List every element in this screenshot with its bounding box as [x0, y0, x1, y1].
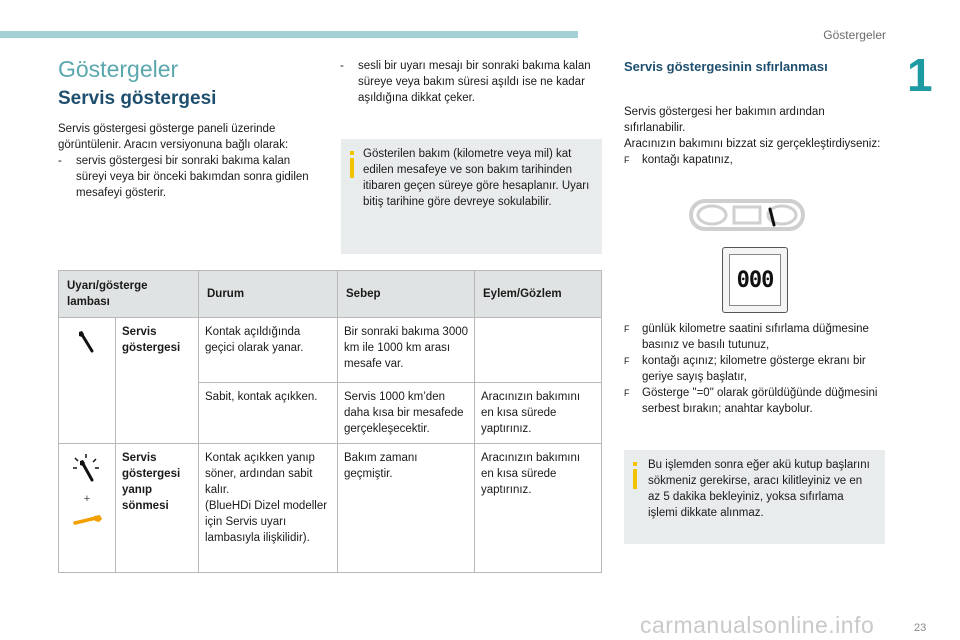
info-box — [624, 450, 885, 544]
table-header: Uyarı/gösterge lambası — [59, 271, 199, 318]
step-marker: F — [624, 356, 630, 366]
info-box — [341, 139, 602, 254]
step-text: kontağı kapatınız, — [642, 154, 733, 166]
section-heading: Servis göstergesi — [58, 88, 217, 109]
step-item — [624, 353, 886, 385]
step-text: Gösterge "=0" olarak görüldüğünde düğmesini serbest bırakın; anahtar kaybolur. — [642, 387, 878, 415]
table-row — [59, 318, 602, 383]
table-header: Durum — [199, 271, 338, 318]
reset-heading: Servis göstergesinin sıfırlanması — [624, 59, 828, 74]
table-cell: Aracınızın bakımını en kısa sürede yaptırınız. — [475, 444, 602, 573]
chapter-number: 1 — [907, 49, 933, 101]
list-item-text: sesli bir uyarı mesajı bir sonraki bakıma kalan süreye veya bakım süresi aşıldı ise ne kadar aşıldığına dikkat çeker. — [358, 60, 591, 104]
reset-steps — [624, 321, 886, 417]
table-header: Sebep — [338, 271, 475, 318]
table-row — [59, 444, 602, 573]
table-cell: Bir sonraki bakıma 3000 km ile 1000 km arası mesafe var. — [338, 318, 475, 383]
list-item — [58, 153, 318, 201]
table-cell — [475, 318, 602, 383]
step-item — [624, 385, 886, 417]
paragraph: Servis göstergesi her bakımın ardından sıfırlanabilir. — [624, 106, 825, 134]
page-title: Göstergeler — [58, 56, 179, 82]
flashing-wrench-icon — [69, 452, 105, 486]
table-cell: Aracınızın bakımını en kısa sürede yaptırınız. — [475, 383, 602, 444]
plus-sign: + — [83, 493, 91, 505]
wrench-icon — [73, 328, 101, 356]
info-bar — [350, 158, 354, 178]
step-text: günlük kilometre saatini sıfırlama düğmesine basınız ve basılı tutunuz, — [642, 323, 869, 351]
step-item — [624, 321, 886, 353]
header-bar — [0, 31, 578, 38]
instrument-cluster-icon — [688, 197, 806, 237]
group-label: Servis göstergesi — [116, 318, 199, 444]
step-marker: F — [624, 324, 630, 334]
paragraph: Aracınızın bakımını bizzat siz gerçekleştirdiyseniz: — [624, 138, 881, 150]
reset-intro — [624, 104, 886, 168]
dash-marker: - — [340, 60, 344, 72]
table-header: Eylem/Gözlem — [475, 271, 602, 318]
group-label: Servis göstergesi yanıp sönmesi — [116, 444, 199, 573]
info-text: Gösterilen bakım (kilometre veya mil) kat edilen mesafeye ve son bakım tarihinden itibaren geçen süreye göre hesaplanır. Uyarı bitiş tarihine göre devreye sokulabilir. — [363, 148, 590, 208]
odometer-reset-button — [722, 247, 788, 313]
wrench-icon-orange — [70, 513, 104, 529]
step-text: kontağı açınız; kilometre gösterge ekranı bir geriye sayış başlatır, — [642, 355, 866, 383]
list-item-text: servis göstergesi bir sonraki bakıma kalan süreyi veya bir önceki bakımdan sonra gidilen mesafeyi gösterir. — [76, 155, 309, 199]
odometer-display: 000 — [729, 254, 781, 306]
info-icon — [350, 151, 354, 155]
icon-cell — [59, 444, 116, 573]
intro-block — [58, 121, 318, 201]
section-title: Göstergeler — [823, 28, 886, 42]
info-icon — [633, 462, 637, 466]
info-bar — [633, 469, 637, 489]
intro-paragraph: Servis göstergesi gösterge paneli üzerinde görüntülenir. Aracın versiyonuna bağlı olarak: — [58, 123, 289, 151]
list-item — [340, 58, 602, 106]
col2-block — [340, 58, 602, 106]
icon-cell — [59, 318, 116, 444]
table-cell: Kontak açıkken yanıp söner, ardından sabit kalır. (BlueHDi Dizel modeller için Servis uyarı lambasıyla ilişkilidir). — [199, 444, 338, 573]
table-cell: Kontak açıldığında geçici olarak yanar. — [199, 318, 338, 383]
table-cell: Bakım zamanı geçmiştir. — [338, 444, 475, 573]
table-header-row — [59, 271, 602, 318]
table-cell: Servis 1000 km’den daha kısa bir mesafede gerçekleşecektir. — [338, 383, 475, 444]
step-marker: F — [624, 155, 630, 165]
page-number: 23 — [914, 622, 927, 634]
step-item — [624, 152, 886, 168]
warning-light-table — [58, 270, 602, 573]
watermark: carmanualsonline.info — [640, 612, 875, 638]
table-cell: Sabit, kontak açıkken. — [199, 383, 338, 444]
dash-marker: - — [58, 155, 62, 167]
step-marker: F — [624, 388, 630, 398]
info-text: Bu işlemden sonra eğer akü kutup başlarını sökmeniz gerekirse, aracı kilitleyiniz ve en az 5 dakika bekleyiniz, yoksa sıfırlama işlemi dikkate alınmaz. — [648, 459, 870, 519]
